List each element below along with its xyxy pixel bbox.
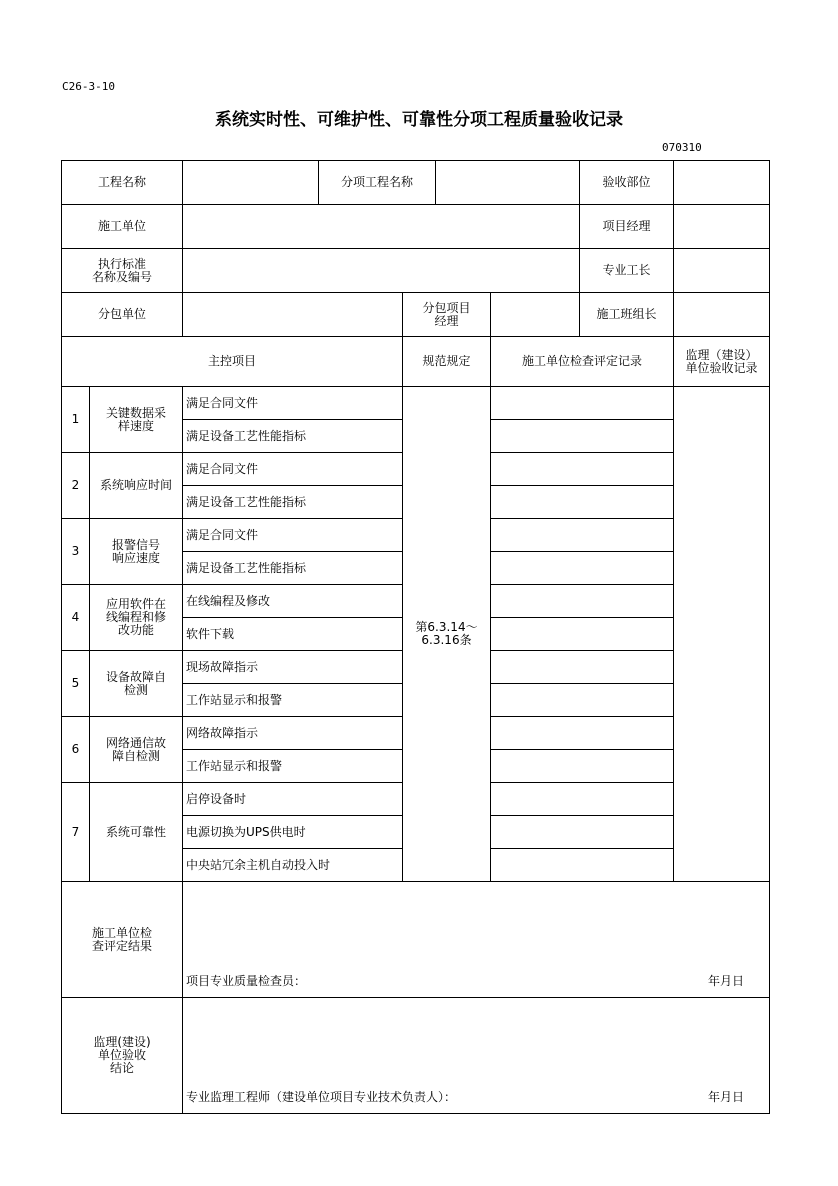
spec-clause-line1: 第6.3.14～ <box>415 620 478 634</box>
form-number: 070310 <box>662 141 702 154</box>
check-record-field[interactable] <box>491 486 674 519</box>
sub-item: 启停设备时 <box>183 783 403 816</box>
label-project-manager: 项目经理 <box>580 205 674 249</box>
date-label: 年月日 <box>707 974 744 988</box>
check-record-field[interactable] <box>491 717 674 750</box>
label-check-result <box>62 882 183 998</box>
check-record-field[interactable] <box>491 783 674 816</box>
item-name-line: 线编程和修 <box>105 610 166 624</box>
check-record-field[interactable] <box>491 849 674 882</box>
item-no: 5 <box>62 651 90 717</box>
supervision-conclusion-field[interactable] <box>183 998 770 1114</box>
check-record-field[interactable] <box>491 750 674 783</box>
check-result-field[interactable] <box>183 882 770 998</box>
standard-field[interactable] <box>183 249 580 293</box>
label-construction-unit: 施工单位 <box>62 205 183 249</box>
item-name <box>90 585 183 651</box>
item-name-line: 应用软件在 <box>105 597 166 611</box>
item-no: 4 <box>62 585 90 651</box>
sub-item: 满足设备工艺性能指标 <box>183 420 403 453</box>
item-no: 3 <box>62 519 90 585</box>
label-team-leader: 施工班组长 <box>580 293 674 337</box>
project-name-field[interactable] <box>183 161 319 205</box>
item-name <box>90 717 183 783</box>
sub-item: 中央站冗余主机自动投入时 <box>183 849 403 882</box>
spec-clause-line2: 6.3.16条 <box>421 633 472 647</box>
acceptance-part-field[interactable] <box>674 161 770 205</box>
item-name-line: 障自检测 <box>111 748 160 763</box>
label-supervision-conclusion-line3: 结论 <box>109 1061 134 1075</box>
subcontract-manager-field[interactable] <box>491 293 580 337</box>
foreman-field[interactable] <box>674 249 770 293</box>
check-record-field[interactable] <box>491 453 674 486</box>
item-name-line: 关键数据采 <box>105 405 166 420</box>
engineer-label: 专业监理工程师（建设单位项目专业技术负责人）： <box>186 1090 457 1104</box>
col-check-record: 施工单位检查评定记录 <box>491 337 674 387</box>
label-supervision-conclusion-line2: 单位验收 <box>97 1048 146 1062</box>
item-name <box>90 519 183 585</box>
sub-item: 电源切换为UPS供电时 <box>183 816 403 849</box>
sub-item: 满足设备工艺性能指标 <box>183 552 403 585</box>
check-record-field[interactable] <box>491 585 674 618</box>
acceptance-table <box>61 160 770 1114</box>
label-subcontract-unit: 分包单位 <box>62 293 183 337</box>
item-name-line: 设备故障自 <box>105 669 166 684</box>
label-check-result-line2: 查评定结果 <box>91 938 152 953</box>
item-no: 2 <box>62 453 90 519</box>
item-no: 1 <box>62 387 90 453</box>
check-record-field[interactable] <box>491 519 674 552</box>
item-name-line: 检测 <box>123 682 148 697</box>
project-manager-field[interactable] <box>674 205 770 249</box>
item-no: 6 <box>62 717 90 783</box>
check-record-field[interactable] <box>491 651 674 684</box>
label-project-name: 工程名称 <box>62 161 183 205</box>
sub-item: 网络故障指示 <box>183 717 403 750</box>
item-name <box>90 387 183 453</box>
sub-item: 满足合同文件 <box>183 519 403 552</box>
team-leader-field[interactable] <box>674 293 770 337</box>
date-label: 年月日 <box>707 1090 744 1104</box>
label-standard-line1: 执行标准 <box>97 256 146 271</box>
subcontract-unit-field[interactable] <box>183 293 403 337</box>
item-name: 系统响应时间 <box>90 453 183 519</box>
sub-item: 软件下载 <box>183 618 403 651</box>
item-name: 系统可靠性 <box>90 783 183 882</box>
col-spec: 规范规定 <box>403 337 491 387</box>
sub-item: 工作站显示和报警 <box>183 750 403 783</box>
check-record-field[interactable] <box>491 816 674 849</box>
label-foreman: 专业工长 <box>580 249 674 293</box>
check-record-field[interactable] <box>491 387 674 420</box>
item-name-line: 网络通信故 <box>105 735 166 750</box>
col-supervision <box>674 337 770 387</box>
sub-item: 工作站显示和报警 <box>183 684 403 717</box>
check-record-field[interactable] <box>491 552 674 585</box>
label-subcontract-manager-line1: 分包项目 <box>422 300 471 315</box>
sub-project-name-field[interactable] <box>436 161 580 205</box>
label-sub-project-name: 分项工程名称 <box>319 161 436 205</box>
label-acceptance-part: 验收部位 <box>580 161 674 205</box>
check-record-field[interactable] <box>491 684 674 717</box>
label-supervision-conclusion <box>62 998 183 1114</box>
item-name-line: 报警信号 <box>111 537 160 552</box>
check-record-field[interactable] <box>491 420 674 453</box>
col-main-items: 主控项目 <box>62 337 403 387</box>
col-supervision-line1: 监理（建设） <box>685 347 758 362</box>
spec-clause <box>403 387 491 882</box>
construction-unit-field[interactable] <box>183 205 580 249</box>
label-supervision-conclusion-line1: 监理(建设) <box>93 1035 151 1049</box>
page-title: 系统实时性、可维护性、可靠性分项工程质量验收记录 <box>215 110 623 130</box>
form-code: C26-3-10 <box>62 80 115 93</box>
label-subcontract-manager <box>403 293 491 337</box>
sub-item: 在线编程及修改 <box>183 585 403 618</box>
check-record-field[interactable] <box>491 618 674 651</box>
label-standard <box>62 249 183 293</box>
item-name-line: 改功能 <box>117 623 154 637</box>
supervision-record-field[interactable] <box>674 387 770 882</box>
label-check-result-line1: 施工单位检 <box>91 925 152 940</box>
col-supervision-line2: 单位验收记录 <box>685 360 758 375</box>
label-subcontract-manager-line2: 经理 <box>434 313 459 328</box>
item-name-line: 响应速度 <box>111 550 160 565</box>
inspector-label: 项目专业质量检查员： <box>186 974 307 988</box>
item-no: 7 <box>62 783 90 882</box>
sub-item: 现场故障指示 <box>183 651 403 684</box>
sub-item: 满足合同文件 <box>183 387 403 420</box>
sub-item: 满足设备工艺性能指标 <box>183 486 403 519</box>
sub-item: 满足合同文件 <box>183 453 403 486</box>
item-name-line: 样速度 <box>117 418 154 433</box>
item-name <box>90 651 183 717</box>
label-standard-line2: 名称及编号 <box>91 269 152 284</box>
